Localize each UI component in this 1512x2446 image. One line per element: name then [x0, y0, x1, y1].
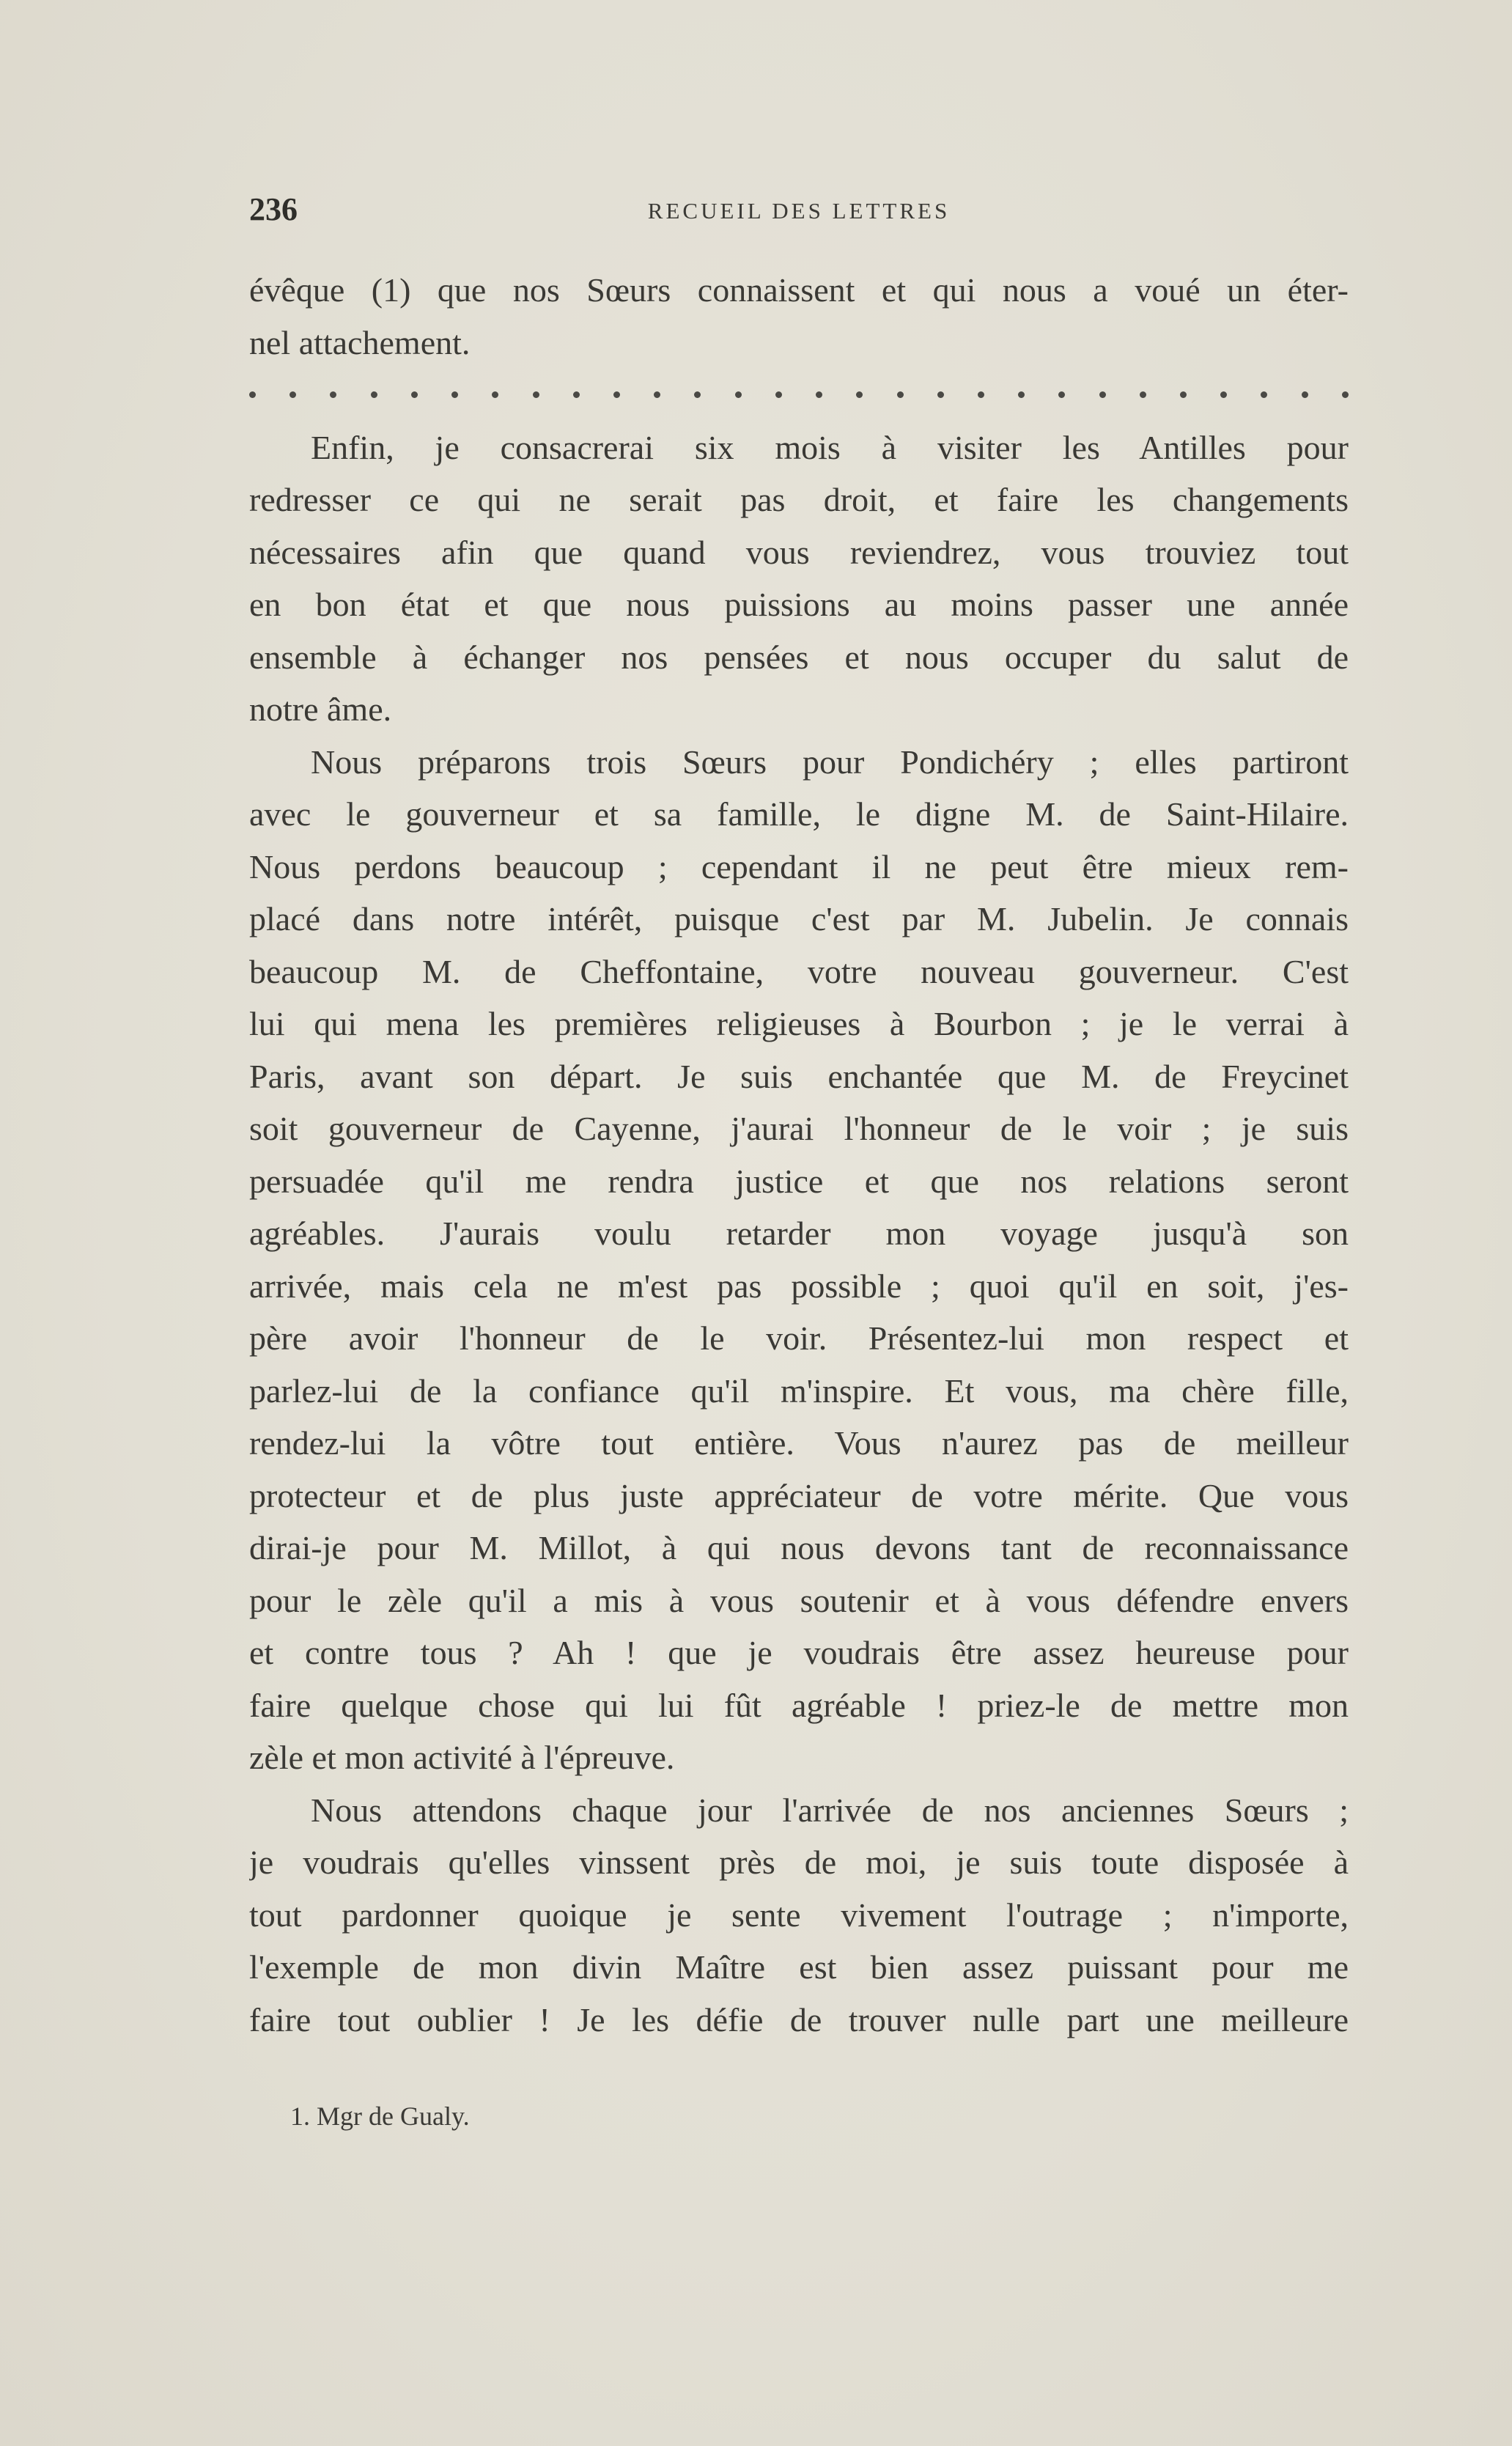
text-line: redresser ce qui ne serait pas droit, et faire les changements	[249, 481, 1349, 518]
ellipsis-separator	[249, 369, 1349, 421]
text-line: placé dans notre intérêt, puisque c'est par M. Jubelin. Je connais	[249, 900, 1349, 937]
text-line: rendez-lui la vôtre tout entière. Vous n'aurez pas de meilleur	[249, 1424, 1349, 1462]
body-text	[249, 264, 1349, 2046]
text-line: l'exemple de mon divin Maître est bien assez puissant pour me	[249, 1948, 1349, 1986]
text-line: soit gouverneur de Cayenne, j'aurai l'honneur de le voir ; je suis	[249, 1110, 1349, 1147]
page-header	[249, 191, 1349, 235]
page-number: 236	[249, 191, 298, 227]
text-line: arrivée, mais cela ne m'est pas possible ; quoi qu'il en soit, j'es-	[249, 1267, 1349, 1305]
text-line: protecteur et de plus juste appréciateur de votre mérite. Que vous	[249, 1476, 1349, 1514]
text-line: Nous perdons beaucoup ; cependant il ne peut être mieux rem-	[249, 847, 1349, 885]
text-line: beaucoup M. de Cheffontaine, votre nouveau gouverneur. C'est	[249, 952, 1349, 990]
text-line: notre âme.	[249, 690, 392, 728]
text-line: père avoir l'honneur de le voir. Présentez-lui mon respect et	[249, 1319, 1349, 1357]
text-line: persuadée qu'il me rendra justice et que nos relations seront	[249, 1162, 1349, 1200]
text-line: dirai-je pour M. Millot, à qui nous devons tant de reconnaissance	[249, 1529, 1349, 1566]
text-line: pour le zèle qu'il a mis à vous soutenir et à vous défendre envers	[249, 1581, 1349, 1619]
footnote: 1. Mgr de Gualy.	[290, 2101, 470, 2131]
text-line: Paris, avant son départ. Je suis enchantée que M. de Freycinet	[249, 1057, 1349, 1095]
text-line: nécessaires afin que quand vous reviendrez, vous trouviez tout	[249, 533, 1349, 571]
text-line: parlez-lui de la confiance qu'il m'inspire. Et vous, ma chère fille,	[249, 1371, 1349, 1410]
text-line: faire tout oublier ! Je les défie de trouver nulle part une meilleure	[249, 2000, 1349, 2038]
text-line: lui qui mena les premières religieuses à Bourbon ; je le verrai à	[249, 1005, 1349, 1042]
text-line: nel attachement.	[249, 323, 471, 361]
text-line: en bon état et que nous puissions au moins passer une année	[249, 586, 1349, 623]
running-head: RECUEIL DES LETTRES	[647, 198, 951, 224]
text-line: tout pardonner quoique je sente vivement l'outrage ; n'importe,	[249, 1896, 1349, 1934]
text-line: ensemble à échanger nos pensées et nous occuper du salut de	[249, 638, 1349, 676]
text-line: Enfin, je consacrerai six mois à visiter les Antilles pour	[311, 428, 1349, 466]
text-line: je voudrais qu'elles vinssent près de moi, je suis toute disposée à	[249, 1843, 1349, 1881]
text-line: Nous attendons chaque jour l'arrivée de nos anciennes Sœurs ;	[311, 1791, 1349, 1829]
text-line: zèle et mon activité à l'épreuve.	[249, 1739, 675, 1776]
text-line: avec le gouverneur et sa famille, le digne M. de Saint-Hilaire.	[249, 795, 1349, 833]
text-line: Nous préparons trois Sœurs pour Pondichéry ; elles partiront	[311, 743, 1349, 781]
text-line: évêque (1) que nos Sœurs connaissent et qui nous a voué un éter-	[249, 271, 1349, 309]
text-line: et contre tous ? Ah ! que je voudrais être assez heureuse pour	[249, 1634, 1349, 1671]
text-line: agréables. J'aurais voulu retarder mon voyage jusqu'à son	[249, 1215, 1349, 1252]
text-line: faire quelque chose qui lui fût agréable ! priez-le de mettre mon	[249, 1686, 1349, 1724]
